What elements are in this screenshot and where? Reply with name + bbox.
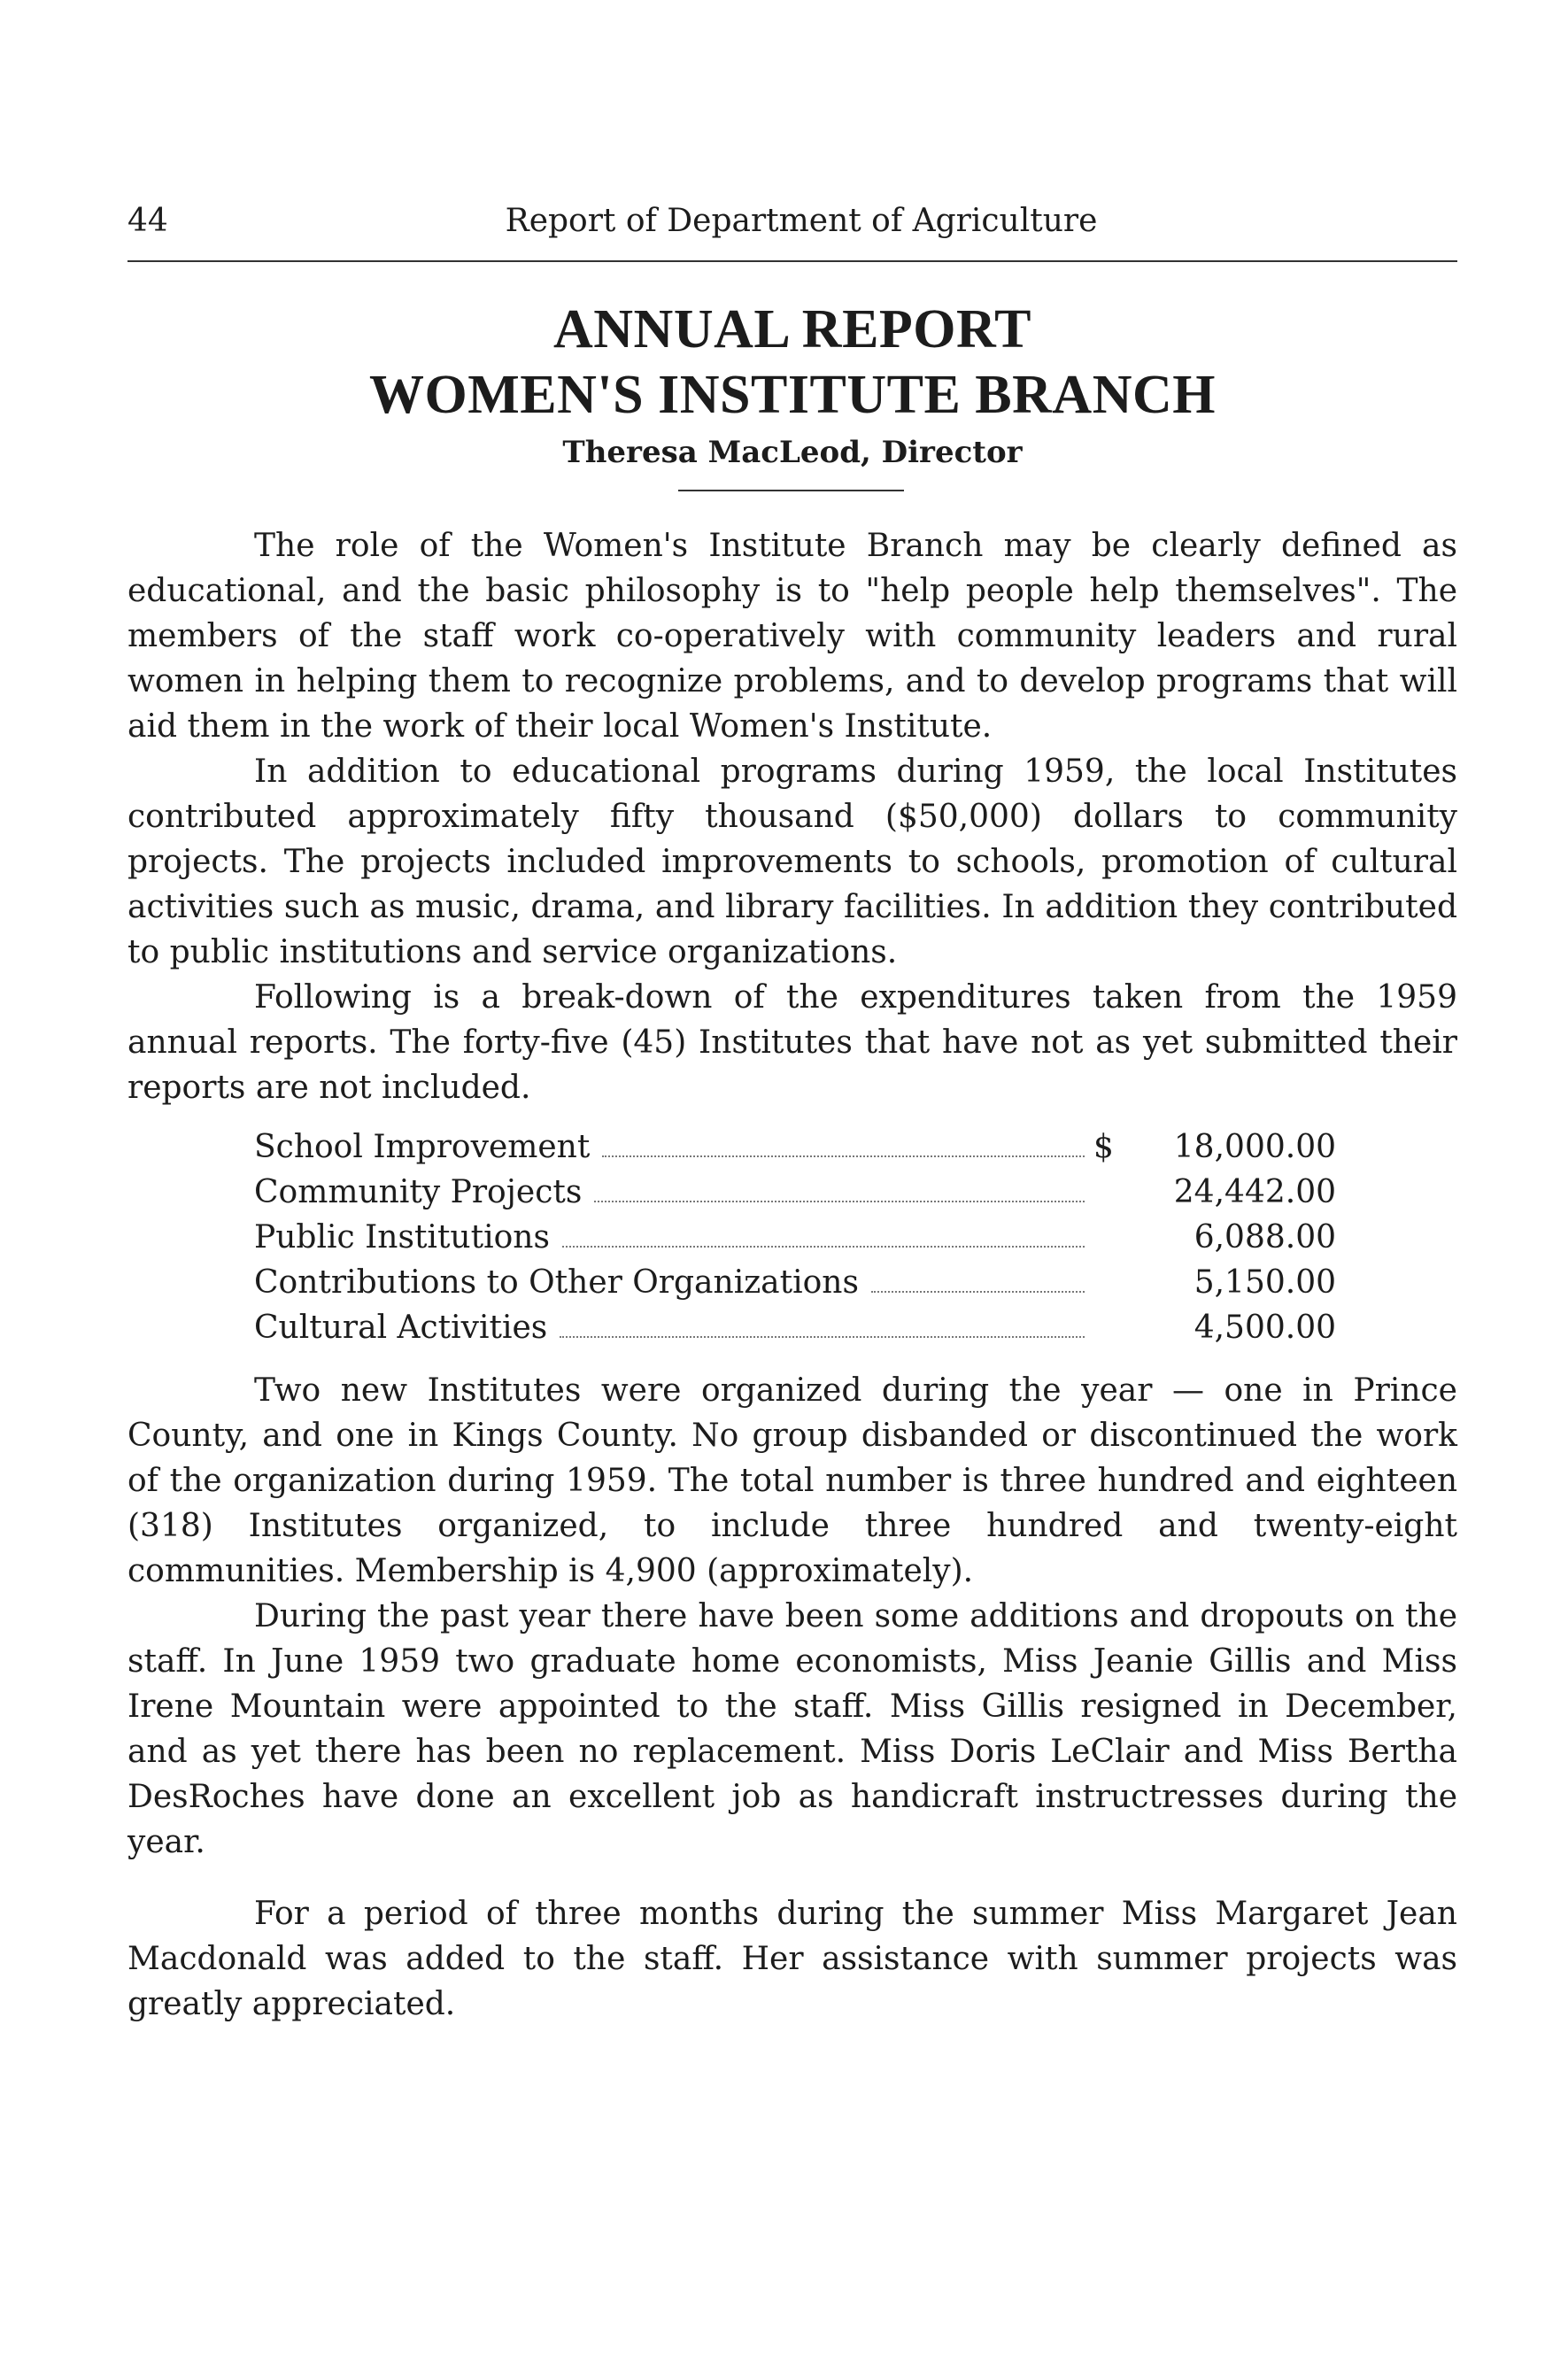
expense-amount: 24,442.00	[1173, 1174, 1336, 1210]
paragraph: In addition to educational programs during 1959, the local Institutes contributed approximately fifty thousand ($50,000) dollars to community projects. The projects included improvements to schools, promotion of cultural activities such as music, drama, and library facilities. In addition they contributed to public institutions and service organizations.	[127, 753, 1457, 970]
table-row	[254, 1215, 1336, 1260]
table-row	[254, 1170, 1336, 1215]
expense-label: Cultural Activities	[254, 1310, 548, 1346]
expense-amount: 5,150.00	[1194, 1264, 1336, 1301]
running-header	[127, 199, 1457, 243]
paragraph: The role of the Women's Institute Branch may be clearly defined as educational, and the basic philosophy is to "help people help themselves". The members of the staff work co-operatively with community leaders and rural women in helping them to recognize problems, and to develop programs that will aid them in the work of their local Women's Institute.	[127, 528, 1457, 745]
dot-leader	[602, 1155, 1085, 1157]
expense-amount: 6,088.00	[1194, 1219, 1336, 1256]
expense-label: Public Institutions	[254, 1219, 550, 1256]
table-row	[254, 1260, 1336, 1305]
page-number: 44	[127, 203, 168, 239]
dot-leader	[562, 1246, 1085, 1248]
branch-title: WOMEN'S INSTITUTE BRANCH	[369, 365, 1216, 425]
table-row	[254, 1305, 1336, 1350]
director-byline: Theresa MacLeod, Director	[562, 435, 1023, 470]
dot-leader	[871, 1291, 1085, 1293]
header-rule	[127, 260, 1457, 262]
dot-leader	[560, 1336, 1085, 1338]
running-title: Report of Department of Agriculture	[505, 203, 1098, 239]
expense-label: Community Projects	[254, 1174, 583, 1210]
paragraph: Following is a break-down of the expenditures taken from the 1959 annual reports. The forty-five (45) Institutes that have not as yet submitted their reports are not included.	[127, 979, 1457, 1106]
expense-amount: 4,500.00	[1194, 1310, 1336, 1346]
expense-label: Contributions to Other Organizations	[254, 1264, 859, 1301]
document-page	[127, 0, 1457, 2380]
title-rule	[678, 490, 904, 491]
expenditure-table	[254, 1124, 1336, 1350]
expense-amount: 18,000.00	[1173, 1129, 1336, 1165]
expense-label: School Improvement	[254, 1129, 591, 1165]
report-body	[127, 523, 1457, 2027]
paragraph: During the past year there have been some additions and dropouts on the staff. In June 1959 two graduate home economists, Miss Jeanie Gillis and Miss Irene Mountain were appointed to the staff. Miss Gillis resigned in December, and as yet there has been no replacement. Miss Doris LeClair and Miss Bertha DesRoches have done an excellent job as handicraft instructresses during the year.	[127, 1598, 1457, 1860]
currency-symbol: $	[1093, 1129, 1114, 1165]
title-block	[127, 297, 1457, 475]
paragraph: For a period of three months during the summer Miss Margaret Jean Macdonald was added to the staff. Her assistance with summer projects was greatly appreciated.	[127, 1896, 1457, 2022]
dot-leader	[594, 1201, 1085, 1202]
paragraph: Two new Institutes were organized during the year — one in Prince County, and one in Kings County. No group disbanded or discontinued the work of the organization during 1959. The total number is three hundred and eighteen (318) Institutes organized, to include three hundred and twenty-eight communities. Membership is 4,900 (approximately).	[127, 1372, 1457, 1589]
table-row	[254, 1124, 1336, 1170]
report-title: ANNUAL REPORT	[553, 299, 1031, 359]
